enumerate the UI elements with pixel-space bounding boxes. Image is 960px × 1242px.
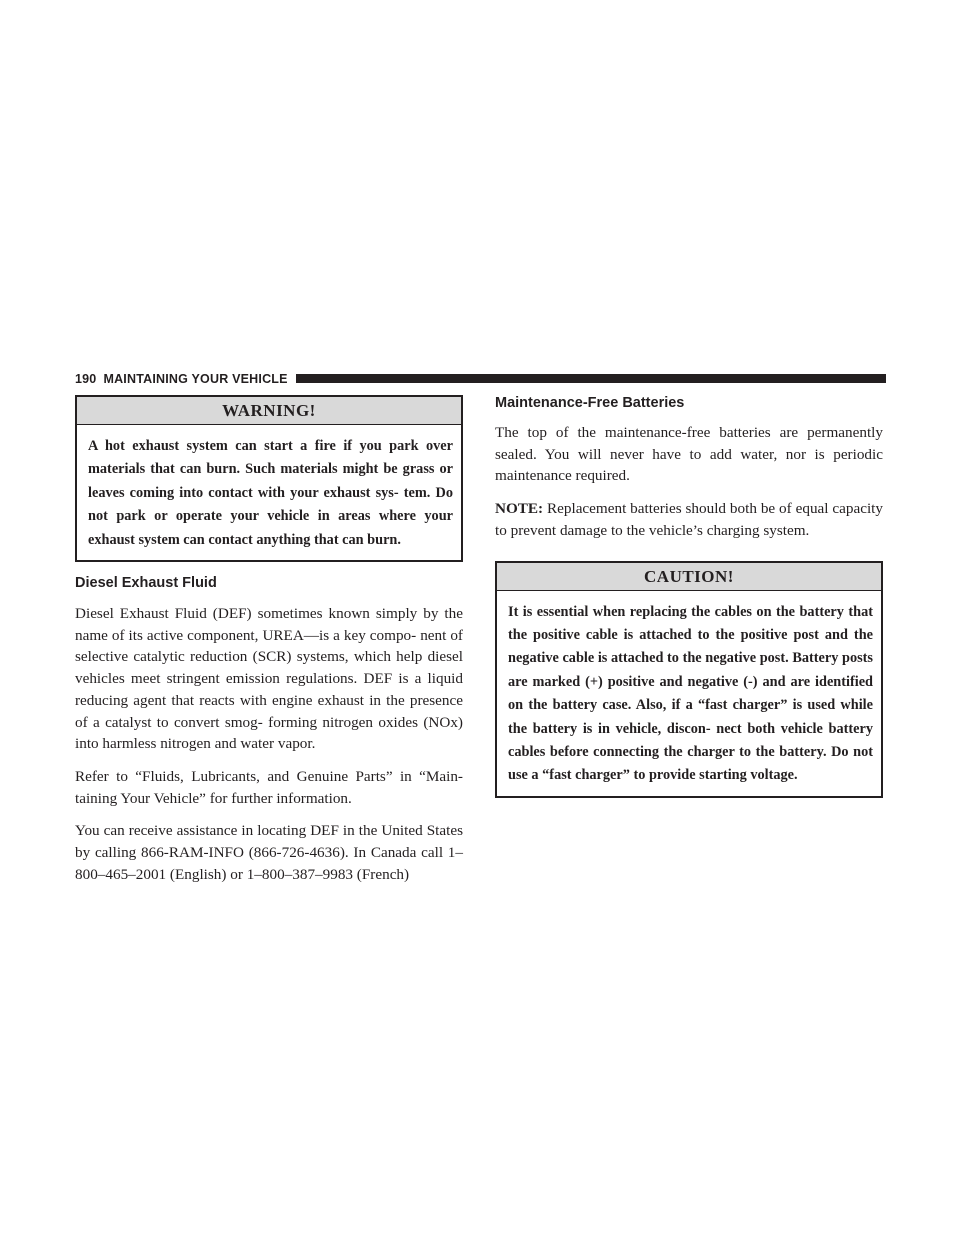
right-column <box>495 395 883 798</box>
note-label: NOTE: <box>495 500 544 518</box>
warning-title: WARNING! <box>77 397 461 425</box>
caution-box <box>495 561 883 798</box>
maintenance-free-batteries-heading: Maintenance-Free Batteries <box>495 395 685 411</box>
header-rule <box>296 374 886 383</box>
caution-title: CAUTION! <box>497 563 881 591</box>
page-number: 190 <box>75 371 97 386</box>
diesel-paragraph-1: Diesel Exhaust Fluid (DEF) sometimes known simply by the name of its active component, UREA—is a key compo- nent of selective catalytic reduction (SCR) systems, which help diesel vehicles meet stringent emission regulations. DEF is a liquid reducing agent that reacts with engine exhaust in the presence of a catalyst to convert smog- forming nitrogen oxides (NOx) into harmless nitrogen and water vapor. <box>75 605 463 753</box>
section-title: MAINTAINING YOUR VEHICLE <box>103 371 288 386</box>
page-header <box>75 370 886 387</box>
diesel-paragraph-3: You can receive assistance in locating DEF in the United States by calling 866-RAM-INFO (866-726-4636). In Canada call 1–800–465–2001 (English) or 1–800–387–9983 (French) <box>75 822 463 883</box>
batteries-paragraph: The top of the maintenance-free batteries are permanently sealed. You will never have to add water, nor is periodic maintenance required. <box>495 424 883 485</box>
diesel-exhaust-fluid-heading: Diesel Exhaust Fluid <box>75 575 217 592</box>
batteries-note <box>495 498 883 541</box>
warning-box <box>75 395 463 562</box>
note-text: Replacement batteries should both be of equal capacity to prevent damage to the vehicle’s charging system. <box>495 500 883 539</box>
caution-text: It is essential when replacing the cables on the battery that the positive cable is attached to the positive post and the negative cable is attached to the negative post. Battery posts are marked (+) positive and negative (-) and are identified on the battery case. Also, if a “fast charger” is used while the battery is in vehicle, discon- nect both vehicle battery cables before connecting the charger to the battery. Do not use a “fast charger” to provide starting voltage. <box>508 603 873 784</box>
warning-text: A hot exhaust system can start a fire if you park over materials that can burn. Such materials might be grass or leaves coming into contact with your exhaust sys- tem. Do not park or operate your vehicle in areas where your exhaust system can contact anything that can burn. <box>88 438 453 548</box>
left-column <box>75 395 463 885</box>
diesel-paragraph-2: Refer to “Fluids, Lubricants, and Genuine Parts” in “Main- taining Your Vehicle” for further information. <box>75 767 463 807</box>
